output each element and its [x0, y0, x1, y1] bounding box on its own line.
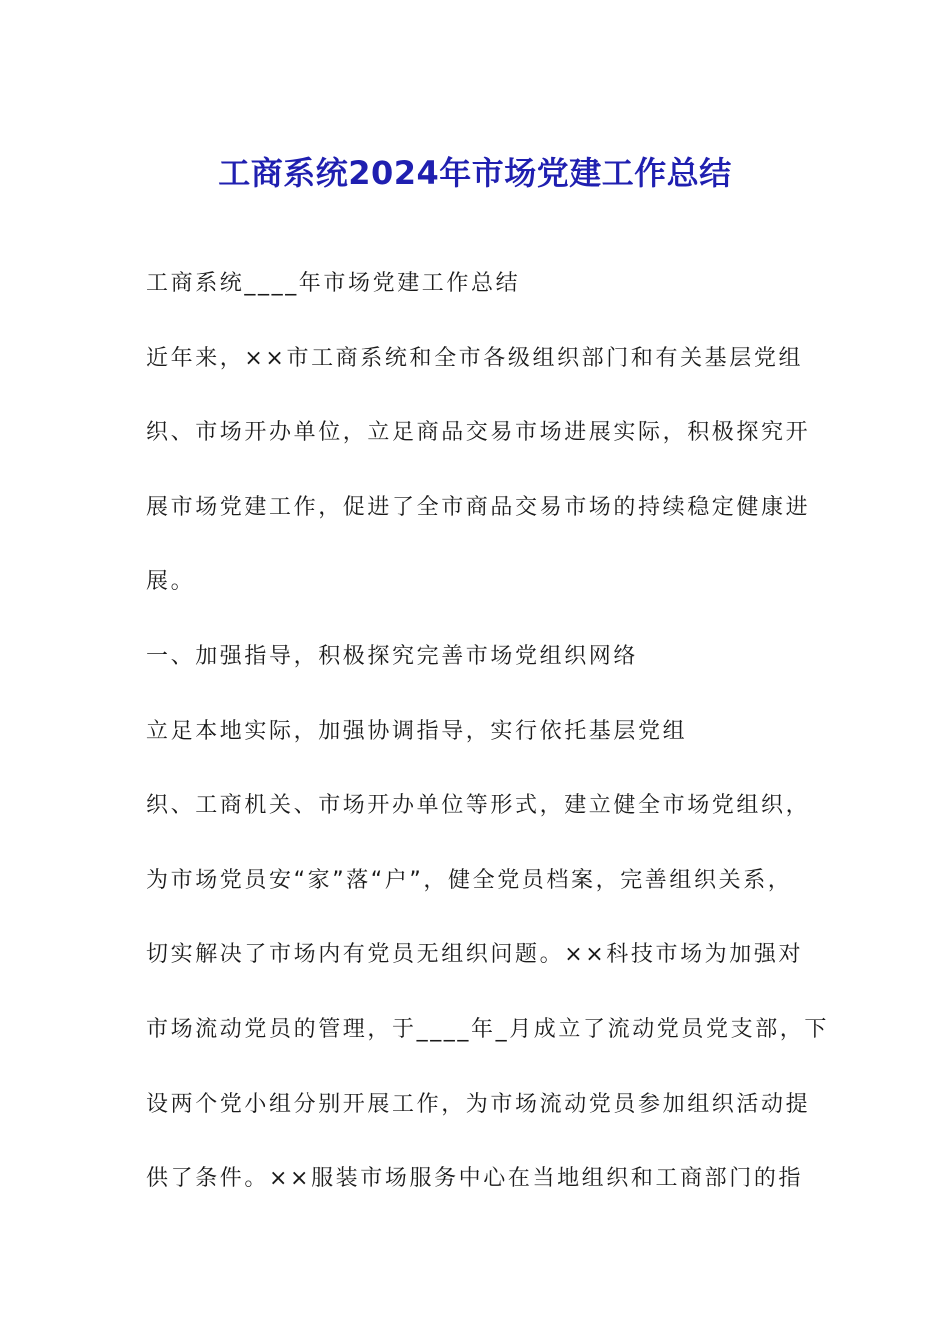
body-line: 展市场党建工作，促进了全市商品交易市场的持续稳定健康进: [146, 494, 811, 520]
body-line: 近年来，××市工商系统和全市各级组织部门和有关基层党组: [146, 345, 804, 371]
section-heading: 一、加强指导，积极探究完善市场党组织网络: [146, 643, 639, 669]
body-line: 为市场党员安“家”落“户”，健全党员档案，完善组织关系，: [146, 867, 793, 893]
body-line: 设两个党小组分别开展工作，为市场流动党员参加组织活动提: [146, 1091, 811, 1117]
body-line: 展。: [146, 569, 196, 595]
body-line-subtitle: 工商系统____年市场党建工作总结: [146, 271, 521, 296]
body-line: 切实解决了市场内有党员无组织问题。××科技市场为加强对: [146, 942, 804, 968]
body-line: 织、市场开办单位，立足商品交易市场进展实际，积极探究开: [146, 420, 811, 446]
document-title: 工商系统2024年市场党建工作总结: [218, 154, 732, 193]
body-line: 供了条件。××服装市场服务中心在当地组织和工商部门的指: [146, 1166, 804, 1192]
body-line: 立足本地实际，加强协调指导，实行依托基层党组: [146, 718, 688, 744]
body-line: 织、工商机关、市场开办单位等形式，建立健全市场党组织，: [146, 793, 811, 819]
document-body: [146, 262, 830, 1232]
body-line: 市场流动党员的管理，于____年_月成立了流动党员党支部，下: [146, 1016, 830, 1042]
